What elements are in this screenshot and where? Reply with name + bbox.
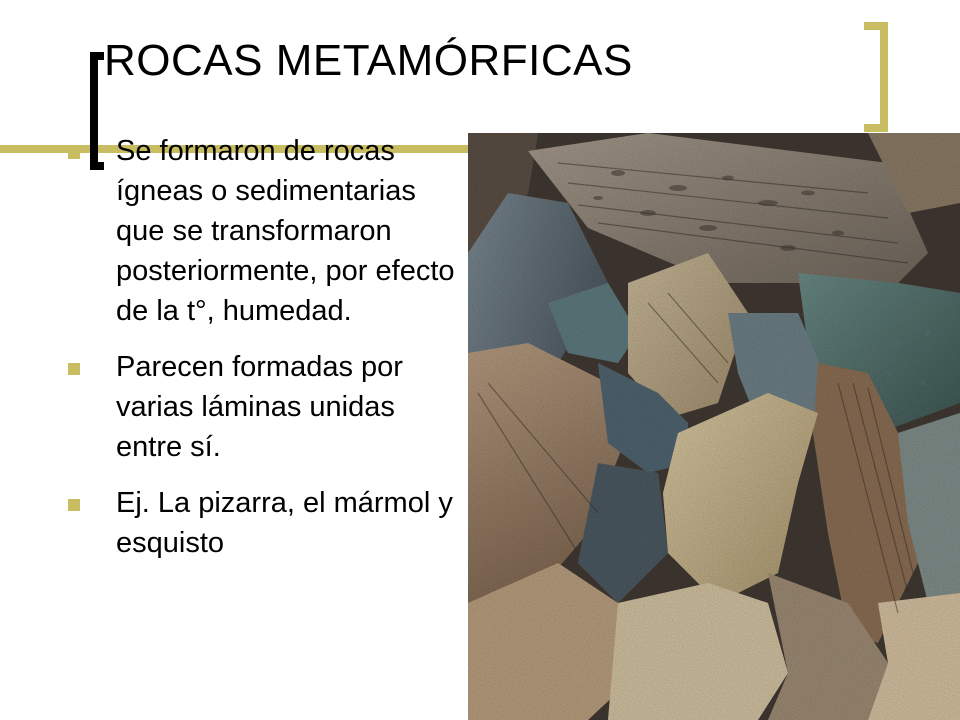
bullet-text: Ej. La pizarra, el mármol y esquisto <box>116 487 453 559</box>
bullet-list <box>68 131 468 563</box>
bullet-item <box>68 483 468 563</box>
left-bracket-decoration <box>90 52 104 170</box>
bullet-item <box>68 131 468 331</box>
bullet-marker <box>68 363 80 375</box>
bullet-marker <box>68 147 80 159</box>
rocks-illustration <box>468 133 960 720</box>
metamorphic-rocks-photo <box>468 133 960 720</box>
bullet-marker <box>68 499 80 511</box>
bullet-text: Se formaron de rocas ígneas o sedimentarias que se transformaron posteriormente, por efecto de la t°, humedad. <box>116 135 455 327</box>
bullet-text: Parecen formadas por varias láminas unidas entre sí. <box>116 351 403 463</box>
right-bracket-decoration <box>864 22 888 132</box>
slide-title: ROCAS METAMÓRFICAS <box>104 36 633 85</box>
bullet-item <box>68 347 468 467</box>
